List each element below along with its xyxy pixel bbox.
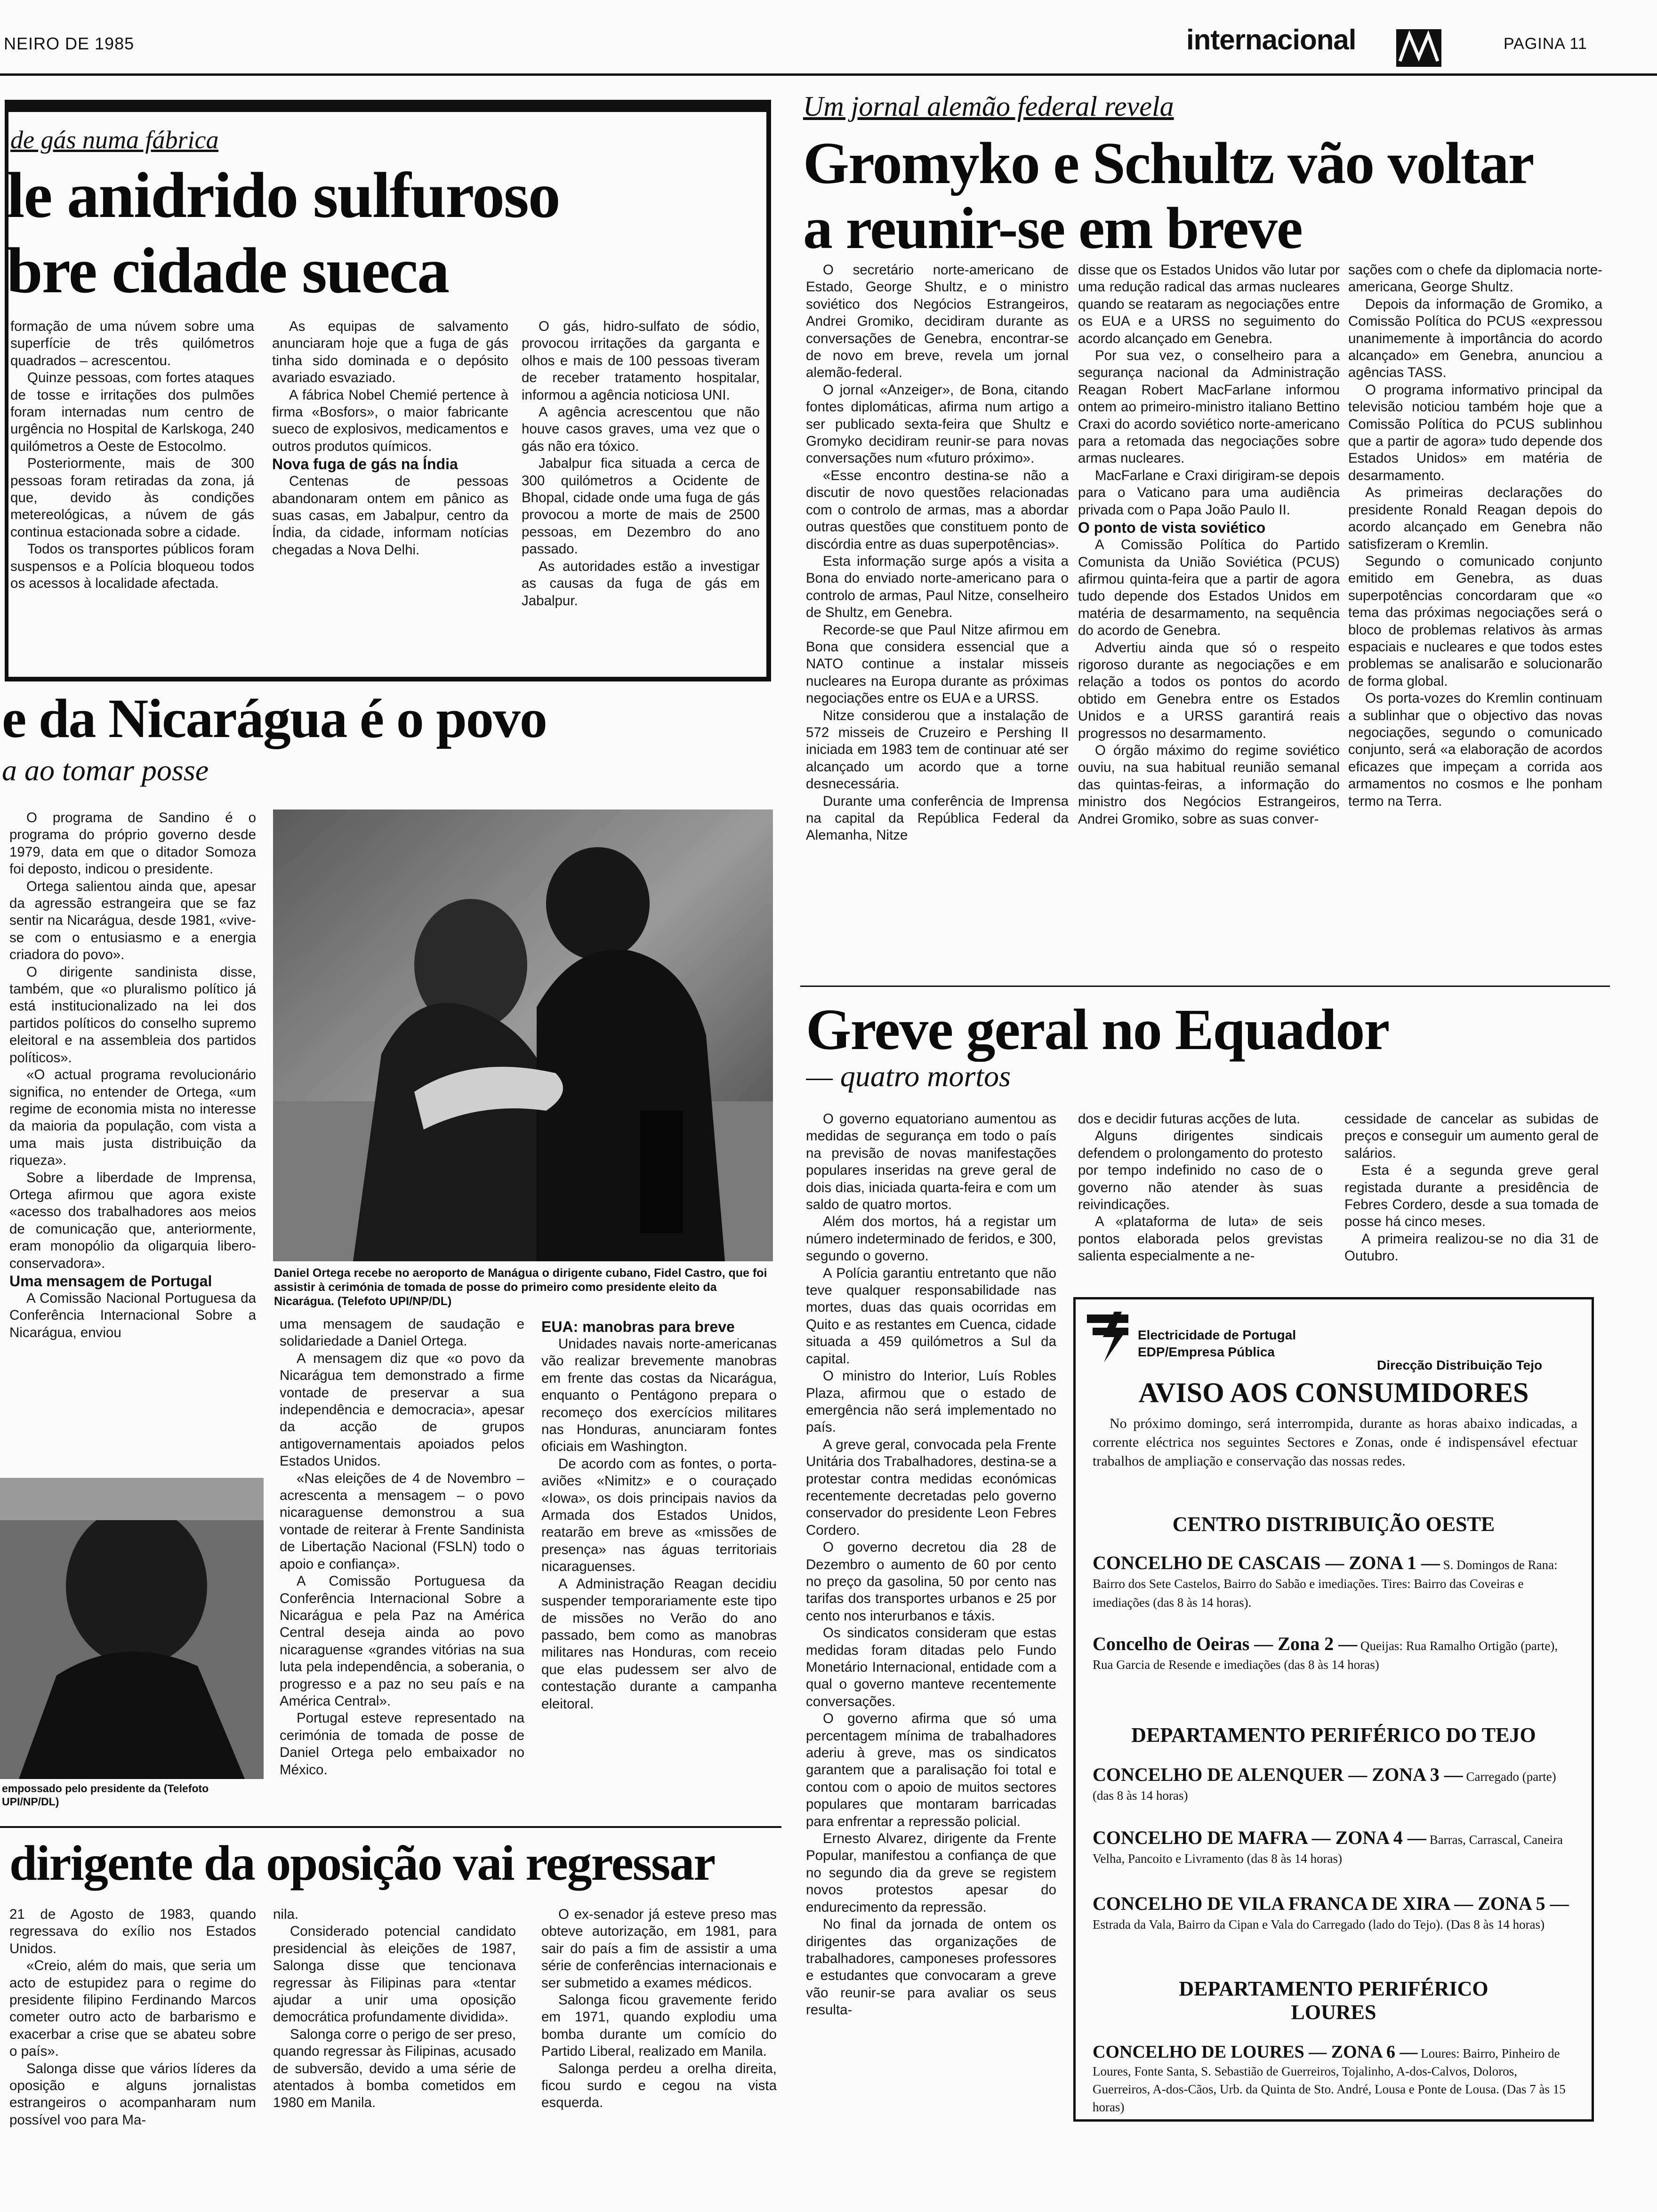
- ortega-castro-photo: [273, 809, 773, 1261]
- paragraph: «O actual programa revolucionário significa, no entender de Ortega, «um regime de economia mista no interesse da maioria da população, com vista a uma mais justa distribuição da riqueza».: [9, 1067, 256, 1169]
- paragraph: Os sindicatos consideram que estas medidas foram ditadas pelo Fundo Monetário Internacional, entidade com a qual o governo manteve recentemente conversações.: [806, 1625, 1056, 1709]
- gromyko-column-3: [1348, 262, 1602, 977]
- paragraph: 21 de Agosto de 1983, quando regressava do exílio nos Estados Unidos.: [9, 1907, 256, 1956]
- paragraph: A Comissão Portuguesa da Conferência Internacional Sobre a Nicarágua e pela Paz na América Central deseja ainda ao povo nicaraguense «grandes vitórias na sua luta pela independência, a soberania, o progresso e a paz no seu país e na América Central».: [280, 1573, 524, 1709]
- paragraph: Salonga perdeu a orelha direita, ficou surdo e cegou na vista esquerda.: [541, 2060, 777, 2111]
- sweden-kicker: de gás numa fábrica: [10, 126, 219, 154]
- sweden-box-right: [766, 100, 771, 681]
- ad-title: AVISO AOS CONSUMIDORES: [1138, 1377, 1529, 1408]
- ad-zone-6: [1093, 2043, 1577, 2116]
- paragraph: Recorde-se que Paul Nitze afirmou em Bona que considera essencial que a NATO continue a instalar misseis nucleares na Europa durante as próximas negociações entre os EUA e a URSS.: [806, 622, 1069, 706]
- zone-5-text: Estrada da Vala, Bairro da Cipan e Vala do Carregado (lado do Tejo). (Das 8 às 14 horas): [1093, 1917, 1545, 1931]
- paragraph: O programa de Sandino é o programa do próprio governo desde 1979, data em que o ditador Somoza foi deposto, indicou o presidente.: [9, 810, 256, 877]
- opposition-column-1: [9, 1906, 256, 2198]
- zone-6-title: CONCELHO DE LOURES — ZONA 6 —: [1093, 2042, 1418, 2062]
- ad-zone-2: [1093, 1635, 1577, 1674]
- paragraph: Esta é a segunda greve geral registada durante a presidência de Febres Cordero, desde a sua tomada de posse há cinco meses.: [1344, 1162, 1599, 1230]
- paragraph: Salonga corre o perigo de ser preso, quando regressar às Filipinas, acusado de subversão, devido a uma série de atentados à bomba cometidos em 1980 em Manila.: [273, 2026, 516, 2111]
- paragraph: A Polícia garantiu entretanto que não teve qualquer responsabilidade nas mortes, duas das quais ocorridas em Quito e as restantes em Cuenca, cidade situada a 459 quilómetros a Sul da capital.: [806, 1265, 1056, 1367]
- paragraph: A Administração Reagan decidiu suspender temporariamente este tipo de missões no Verão do ano passado, bem como as manobras militares nas Honduras, com receio que elas pudessem ser alvo de contestação durante a campanha eleitoral.: [541, 1576, 777, 1712]
- paragraph: Considerado potencial candidato presidencial às eleições de 1987, Salonga disse que tencionava regressar às Filipinas para «tentar ajudar a unir uma oposição democrática profundamente dividida».: [273, 1923, 516, 2025]
- paragraph: Depois da informação de Gromiko, a Comissão Política do PCUS «expressou unanimemente à importância do acordo alcançado» em Genebra, anunciou a agências TASS.: [1348, 296, 1602, 381]
- zone-2-text: Queijas: Rua Ramalho Ortigão (parte), Rua Garcia de Resende e imediações (das 8 às 14 horas): [1093, 1639, 1558, 1672]
- paragraph: O governo afirma que só uma percentagem mínima de trabalhadores aderiu à greve, mas os sindicatos garantem que a paralisação foi total e contou com o apoio de muitos sectores populares que montaram barricadas para enfrentar a repressão policial.: [806, 1711, 1056, 1829]
- equador-column-1: [806, 1111, 1056, 2198]
- section-title: internacional: [1186, 24, 1356, 56]
- gromyko-column-2: [1078, 262, 1340, 977]
- zone-1-title: CONCELHO DE CASCAIS — ZONA 1 —: [1093, 1552, 1440, 1573]
- nicaragua-column-1: [9, 809, 256, 1577]
- ad-section-oeste: CENTRO DISTRIBUIÇÃO OESTE: [1172, 1513, 1495, 1536]
- equador-column-2: [1078, 1111, 1323, 1280]
- paragraph: uma mensagem de saudação e solidariedade a Daniel Ortega.: [280, 1316, 524, 1349]
- paragraph: O gás, hidro-sulfato de sódio, provocou irritações da garganta e olhos e mais de 100 pessoas tiveram de receber tratamento hospitalar, informou a agência noticiosa UNI.: [522, 319, 760, 403]
- ad-zone-5: [1093, 1894, 1577, 1934]
- zone-3-text: Carregado (parte) (das 8 às 14 horas): [1093, 1770, 1556, 1803]
- nicaragua-secondary-photo: [0, 1478, 264, 1779]
- gromyko-subhead: O ponto de vista soviético: [1078, 519, 1266, 537]
- paragraph: disse que os Estados Unidos vão lutar por uma redução radical das armas nucleares quando se reataram as negociações entre os EUA e a URSS no seguimento do acordo alcançado em Genebra.: [1078, 262, 1340, 346]
- paragraph: As primeiras declarações do presidente Ronald Reagan depois do acordo alcançado em Genebra não satisfizeram o Kremlin.: [1348, 485, 1602, 552]
- ad-zone-4: [1093, 1828, 1577, 1868]
- paragraph: Esta informação surge após a visita a Bona do enviado norte-americano para o controlo de armas, Paul Nitze, conselheiro de Shultz, em Genebra.: [806, 553, 1069, 621]
- paragraph: Jabalpur fica situada a cerca de 300 quilómetros a Ocidente de Bhopal, cidade onde uma fuga de gás provocou a morte de mais de 2500 pessoas, em Dezembro do ano passado.: [522, 456, 760, 557]
- ad-zone-3: [1093, 1765, 1577, 1805]
- gromyko-bottom-rule: [800, 986, 1610, 987]
- gromyko-kicker: Um jornal alemão federal revela: [803, 91, 1174, 122]
- paragraph: A mensagem diz que «o povo da Nicarágua tem demonstrado a firme vontade de preservar a sua independência e democracia», apesar da acção de grupos antigovernamentais apoiados pelos Estados Unidos.: [280, 1350, 524, 1469]
- paragraph: «Nas eleições de 4 de Novembro – acrescenta a mensagem – o povo nicaraguense demonstrou a sua vontade de reiterar à Frente Sandinista de Libertação Nacional (FSLN) todo o apoio e confiança».: [280, 1470, 524, 1572]
- opposition-headline: dirigente da oposição vai regressar: [9, 1835, 715, 1891]
- paragraph: De acordo com as fontes, o porta-aviões «Nimitz» e o couraçado «Iowa», os dois principais navios da Armada dos Estados Unidos, reatarão em breve as «missões de presença» nas águas territoriais nicaraguenses.: [541, 1456, 777, 1575]
- edp-logo-icon: [1087, 1312, 1134, 1363]
- paragraph: A primeira realizou-se no dia 31 de Outubro.: [1344, 1231, 1599, 1264]
- paragraph: Os porta-vozes do Kremlin continuam a sublinhar que o objectivo das novas negociações, segundo o comunicado conjunto, será «a elaboração de acordos eficazes que impeçam a corrida aos armamentos no cosmos e lhe ponham termo na Terra.: [1348, 690, 1602, 809]
- paragraph: cessidade de cancelar as subidas de preços e conseguir um aumento geral de salários.: [1344, 1111, 1599, 1161]
- paragraph: O governo decretou dia 28 de Dezembro o aumento de 60 por cento no preço da gasolina, 50 por cento nas tarifas dos transportes urbanos e 25 por cento nos interurbanos e táxis.: [806, 1539, 1056, 1624]
- paragraph: Alguns dirigentes sindicais defendem o prolongamento do protesto por tempo indefinido no caso de o governo não atender às suas reivindicações.: [1078, 1128, 1323, 1213]
- ad-section-loures: [1076, 1977, 1592, 2024]
- paragraph: Unidades navais norte-americanas vão realizar brevemente manobras em frente das costas da Nicarágua, enquanto o Pentágono prepara o recomeço dos exercícios militares nas Honduras, anunciaram fontes oficiais em Washington.: [541, 1336, 777, 1455]
- paragraph: Sobre a liberdade de Imprensa, Ortega afirmou que agora existe «acesso dos trabalhadores aos meios de comunicação que, anteriormente, eram monopólio da oligarquia libero-conservadora».: [9, 1170, 256, 1271]
- paragraph: Quinze pessoas, com fortes ataques de tosse e irritações dos pulmões foram internadas num centro de urgência no Hospital de Karlskoga, 240 quilómetros a Oeste de Estocolmo.: [10, 370, 254, 454]
- gromyko-headline-line1: Gromyko e Schultz vão voltar: [803, 132, 1534, 196]
- nicaragua-subhead-portugal: Uma mensagem de Portugal: [9, 1272, 212, 1290]
- edp-direction: Direcção Distribuição Tejo: [1377, 1358, 1543, 1372]
- paragraph: O dirigente sandinista disse, também, que «o pluralismo político já está institucionalizado na lei dos partidos políticos do conselho supremo eleitoral e na assembleia dos partidos políticos».: [9, 964, 256, 1066]
- paragraph: «Esse encontro destina-se não a discutir de novo questões relacionadas com o controlo de armas, mas a abordar outras questões que constituem ponto de discórdia entre as duas superpotências».: [806, 467, 1069, 552]
- paragraph: Nitze considerou que a instalação de 572 misseis de Cruzeiro e Pershing II iniciada em 1983 tem de continuar até ser alcançado um acordo que a torne desnecessária.: [806, 707, 1069, 792]
- paragraph: No final da jornada de ontem os dirigentes das organizações de trabalhadores, camponeses professores e estudantes que convocaram a greve vão reunir-se para avaliar os seus resulta-: [806, 1916, 1056, 2018]
- paragraph: MacFarlane e Craxi dirigiram-se depois para o Vaticano para uma audiência privada com o Papa João Paulo II.: [1078, 467, 1340, 518]
- paragraph: O secretário norte-americano de Estado, George Shultz, e o ministro soviético dos Negócios Estrangeiros, Andrei Gromiko, decidiram durante as conversações de Genebra, encontrar-se de novo em breve, revela um jornal alemão-federal.: [806, 262, 1069, 381]
- zone-2-title: Concelho de Oeiras — Zona 2 —: [1093, 1633, 1358, 1654]
- edp-company-type: EDP/Empresa Pública: [1138, 1345, 1275, 1359]
- edp-company-name: Electricidade de Portugal: [1138, 1328, 1296, 1342]
- sweden-column-2: [272, 318, 508, 648]
- paragraph: A Comissão Nacional Portuguesa da Conferência Internacional Sobre a Nicarágua, enviou: [9, 1290, 256, 1340]
- secondary-photo-caption: empossado pelo presidente da (Telefoto UPI/NP/DL): [2, 1782, 209, 1808]
- nicaragua-subhead-eua: EUA: manobras para breve: [541, 1318, 735, 1335]
- masthead-rule: [0, 73, 1657, 76]
- paragraph: Salonga ficou gravemente ferido em 1971, quando explodiu uma bomba durante um comício do Partido Liberal, realizado em Manila.: [541, 1992, 777, 2060]
- paragraph: Posteriormente, mais de 300 pessoas foram retiradas da zona, já que, devido às condições metereológicas, a núvem de gás continua estacionada sobre a cidade.: [10, 456, 254, 540]
- section-loures-line1: DEPARTAMENTO PERIFÉRICO: [1179, 1977, 1488, 2000]
- opposition-column-2: [273, 1906, 516, 2198]
- page-number: PAGINA 11: [1504, 35, 1587, 53]
- equador-column-3: [1344, 1111, 1599, 1280]
- zone-4-text: Barras, Carrascal, Caneira Velha, Pancoito e Livramento (das 8 às 14 horas): [1093, 1833, 1563, 1866]
- paragraph: A «plataforma de luta» de seis pontos elaborada pelos grevistas salienta especialmente a ne-: [1078, 1214, 1323, 1264]
- paragraph: nila.: [273, 1907, 299, 1922]
- paragraph: Advertiu ainda que só o respeito rigoroso durante as negociações e em relação a todos os pontos do acordo obtido em Genebra entre os Estados Unidos e a URSS garantirá reais progressos no desarmamento.: [1078, 640, 1340, 741]
- sweden-box-top: [5, 100, 771, 112]
- equador-headline: Greve geral no Equador: [806, 998, 1389, 1062]
- paragraph: Por sua vez, o conselheiro para a segurança nacional da Administração Reagan Robert MacFarlane informou ontem ao primeiro-ministro italiano Bettino Craxi do acordo soviético norte-americano para a retomada das negociações sobre armas nucleares.: [1078, 348, 1340, 466]
- paragraph: Salonga disse que vários líderes da oposição e alguns jornalistas estrangeiros o acompanharam num possível voo para Ma-: [9, 2060, 256, 2128]
- edp-advertisement: [1073, 1297, 1594, 2122]
- paragraph: Ernesto Alvarez, dirigente da Frente Popular, manifestou a confiança de que no segundo dia da greve se registem novos protestos apesar do endurecimento da repressão.: [806, 1831, 1056, 1915]
- sweden-column-1: [10, 318, 254, 648]
- nicaragua-headline: e da Nicarágua é o povo: [2, 688, 547, 749]
- sweden-box-bottom: [5, 677, 771, 681]
- paragraph: O jornal «Anzeiger», de Bona, citando fontes diplomáticas, afirma num artigo a ser publicado sexta-feira que Shultz e Gromyko decidiram reunir-se para novas conversações num «futuro próximo».: [806, 382, 1069, 466]
- sweden-headline-line2: bre cidade sueca: [7, 235, 449, 306]
- paragraph: A Comissão Política do Partido Comunista da União Soviética (PCUS) afirmou quinta-feira que a partir de agora tudo depende dos Estados Unidos em matéria de desarmamento, na sequência do acordo de Genebra.: [1078, 537, 1340, 639]
- ortega-photo-caption: Daniel Ortega recebe no aeroporto de Manágua o dirigente cubano, Fidel Castro, que foi assistir à cerimónia de tomada de posse do primeiro como presidente eleito da Nicarágua. (Telefoto UPI/NP/DL): [274, 1266, 767, 1308]
- sweden-subhead: Nova fuga de gás na Índia: [272, 456, 458, 473]
- paragraph: A fábrica Nobel Chemié pertence à firma «Bosfors», o maior fabricante sueco de explosivos, medicamentos e outros produtos químicos.: [272, 387, 508, 454]
- paragraph: Ortega salientou ainda que, apesar da agressão estrangeira que se faz sentir na Nicarágua, desde 1981, «vive-se com o entusiasmo e a energia criadora do povo».: [9, 878, 256, 963]
- nicaragua-column-2: [280, 1316, 524, 1824]
- zone-4-title: CONCELHO DE MAFRA — ZONA 4 —: [1093, 1827, 1426, 1848]
- paragraph: formação de uma núvem sobre uma superfície de três quilómetros quadrados – acrescentou.: [10, 319, 254, 369]
- paragraph: As equipas de salvamento anunciaram hoje que a fuga de gás tinha sido dominada e o depósito avariado esvaziado.: [272, 319, 508, 386]
- paragraph: Segundo o comunicado conjunto emitido em Genebra, as duas superpotências concordaram que «o tema das próximas negociações será o bloco de problemas relativos às armas espaciais e nucleares e que todos estes problemas se analisarão e solucionarão de forma global.: [1348, 553, 1602, 689]
- paragraph: Todos os transportes públicos foram suspensos e a Polícia bloqueou todos os acessos à localidade afectada.: [10, 541, 254, 592]
- paragraph: O ministro do Interior, Luís Robles Plaza, afirmou que o estado de emergência não será implementado no país.: [806, 1368, 1056, 1435]
- gromyko-column-1: [806, 262, 1069, 977]
- ad-intro: No próximo domingo, será interrompida, durante as horas abaixo indicadas, a corrente eléctrica nos seguintes Sectores e Zonas, onde é indispensável efectuar trabalhos de ampliação e conservação das nossas redes.: [1093, 1416, 1577, 1469]
- section-loures-line2: LOURES: [1291, 2001, 1376, 2024]
- paragraph: As autoridades estão a investigar as causas da fuga de gás em Jabalpur.: [522, 558, 760, 609]
- paragraph: O ex-senador já esteve preso mas obteve autorização, em 1981, para sair do país a fim de assistir a uma série de conferências internacionais e ser submetido a exames médicos.: [541, 1907, 777, 1991]
- zone-5-title: CONCELHO DE VILA FRANCA DE XIRA — ZONA 5 —: [1093, 1893, 1569, 1914]
- equador-kicker: — quatro mortos: [806, 1059, 1011, 1093]
- sweden-column-3: [522, 318, 760, 648]
- newspaper-logo-icon: [1396, 29, 1441, 67]
- paragraph: Além dos mortos, há a registar um número indeterminado de feridos, e 300, segundo o governo.: [806, 1214, 1056, 1264]
- paragraph: A agência acrescentou que não houve casos graves, uma vez que o gás não era tóxico.: [522, 404, 760, 454]
- paragraph: dos e decidir futuras acções de luta.: [1078, 1111, 1301, 1127]
- ad-section-tejo: DEPARTAMENTO PERIFÉRICO DO TEJO: [1131, 1723, 1536, 1747]
- ad-zone-1: [1093, 1554, 1577, 1612]
- zone-6-text: Loures: Bairro, Pinheiro de Loures, Fonte Santa, S. Sebastião de Guerreiros, Tojalinho, A-dos-Calvos, Doloros, Guerreiros, A-dos-Cãos, Urb. da Quinta de Sto. André, Lousa e Ponte de Lousa. (Das 7 às 15 horas): [1093, 2046, 1566, 2114]
- paragraph: O programa informativo principal da televisão noticiou também hoje que a Comissão Política do PCUS sublinhou que a partir de agora» tudo depende dos Estados Unidos» em matéria de desarmamento.: [1348, 382, 1602, 483]
- paragraph: «Creio, além do mais, que seria um acto de estupidez para o regime do presidente filipino Ferdinando Marcos cometer outro acto de barbarismo e exacerbar a crise que se abateu sobre o país».: [9, 1958, 256, 2060]
- paragraph: sações com o chefe da diplomacia norte-americana, George Shultz.: [1348, 262, 1602, 295]
- sweden-headline-line1: le anidrido sulfuroso: [7, 160, 560, 231]
- paragraph: A greve geral, convocada pela Frente Unitária dos Trabalhadores, destina-se a protestar contra medidas económicas recentemente decretadas pelo governo conservador do presidente Leon Febres Cordero.: [806, 1436, 1056, 1538]
- nicaragua-column-3: [541, 1318, 777, 1824]
- zone-1-text: S. Domingos de Rana: Bairro dos Sete Castelos, Bairro do Sabão e imediações. Tires: Bairro das Coveiras e imediações (das 8 às 14 horas).: [1093, 1558, 1558, 1610]
- page-date: NEIRO DE 1985: [4, 34, 135, 53]
- nicaragua-bottom-rule: [0, 1826, 781, 1828]
- zone-3-title: CONCELHO DE ALENQUER — ZONA 3 —: [1093, 1764, 1463, 1785]
- opposition-column-3: [541, 1906, 777, 2198]
- paragraph: Durante uma conferência de Imprensa na capital da República Federal da Alemanha, Nitze: [806, 793, 1069, 843]
- paragraph: O órgão máximo do regime soviético ouviu, na sua habitual reunião semanal das quintas-feiras, a informação do ministro dos Negócios Estrangeiros, Andrei Gromiko, sobre as suas conver-: [1078, 742, 1340, 827]
- nicaragua-kicker: a ao tomar posse: [2, 753, 209, 787]
- paragraph: Centenas de pessoas abandonaram ontem em pânico as suas casas, em Jabalpur, centro da Índia, da cidade, informam notícias chegadas a Nova Delhi.: [272, 473, 508, 558]
- paragraph: O governo equatoriano aumentou as medidas de segurança em todo o país na previsão de novas manifestações populares inseridas na greve geral de dois dias, iniciada quarta-feira e com um saldo de quatro mortos.: [806, 1111, 1056, 1213]
- paragraph: Portugal esteve representado na cerimónia de tomada de posse de Daniel Ortega pelo embaixador no México.: [280, 1710, 524, 1778]
- gromyko-headline-line2: a reunir-se em breve: [803, 197, 1302, 261]
